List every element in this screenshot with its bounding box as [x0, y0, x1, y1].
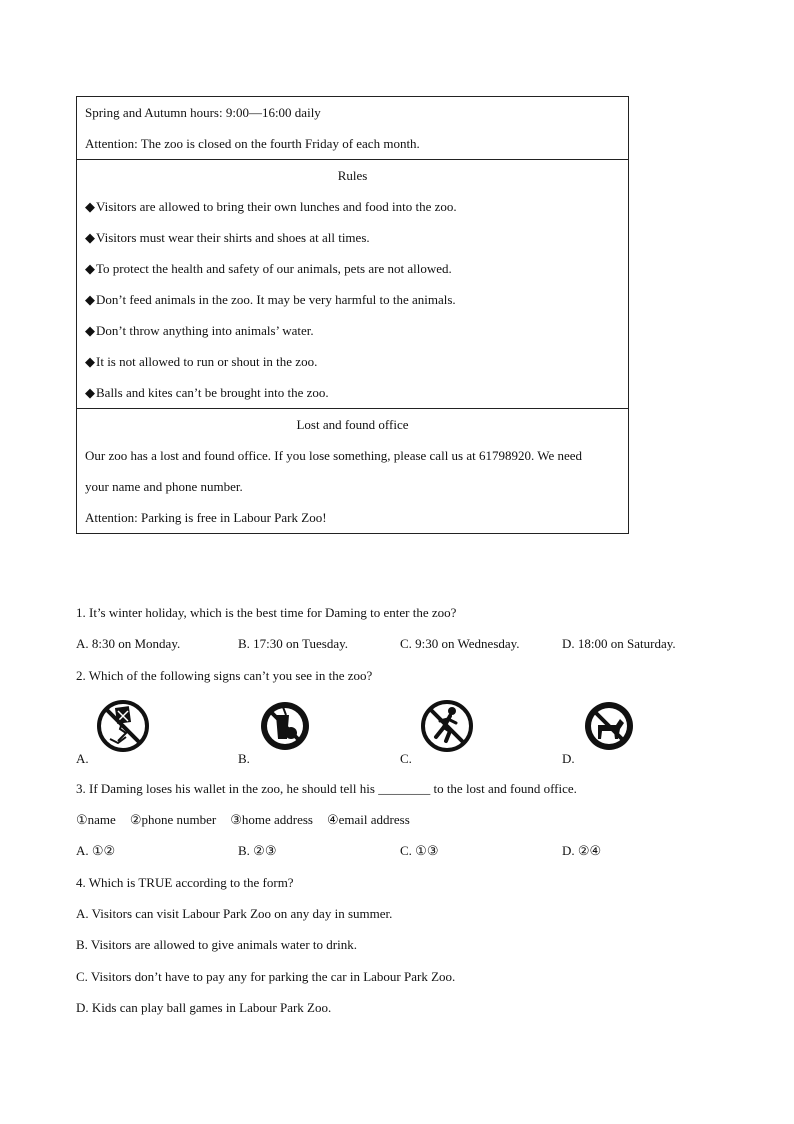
- option-c: [400, 691, 560, 773]
- option-label: A.: [76, 750, 89, 766]
- zoo-info-table: [76, 96, 629, 534]
- option-c: C. Visitors don’t have to pay any for parking the car in Labour Park Zoo.: [76, 968, 456, 984]
- option-a: A. ①②: [76, 843, 116, 859]
- item-email: ④email address: [326, 812, 410, 828]
- option-label: B.: [238, 750, 250, 766]
- rule-item: ◆ To protect the health and safety of our animals, pets are not allowed.: [85, 253, 620, 284]
- question-3: 3. If Daming loses his wallet in the zoo, he should tell his ________ to the lost and found office.: [76, 780, 577, 796]
- item-phone: ②phone number: [129, 812, 217, 828]
- option-d: D. Kids can play ball games in Labour Park Zoo.: [76, 999, 332, 1015]
- question-2-signs: [76, 691, 736, 773]
- question-2: 2. Which of the following signs can’t you see in the zoo?: [76, 667, 373, 683]
- rule-item: ◆ Balls and kites can’t be brought into the zoo.: [85, 377, 620, 408]
- rules-heading: Rules: [337, 168, 368, 183]
- rule-item: ◆ Don’t feed animals in the zoo. It may be very harmful to the animals.: [85, 284, 620, 315]
- question-1: 1. It’s winter holiday, which is the best time for Daming to enter the zoo?: [76, 605, 457, 620]
- no-pets-icon: [582, 697, 636, 755]
- hours-attention: Attention: The zoo is closed on the fourth Friday of each month.: [85, 136, 420, 151]
- option-d: D. ②④: [562, 843, 602, 859]
- rule-item: ◆ It is not allowed to run or shout in the zoo.: [85, 346, 620, 377]
- questions: [76, 597, 736, 1023]
- no-running-icon: [420, 697, 474, 755]
- option-b: [238, 691, 398, 773]
- lost-found-text: Our zoo has a lost and found office. If you lose something, please call us at 61798920. We need: [85, 448, 583, 463]
- option-a: [76, 691, 236, 773]
- rules-section: [77, 160, 628, 409]
- option-d: D. 18:00 on Saturday.: [562, 636, 676, 652]
- item-name: ①name: [76, 812, 116, 828]
- option-d: [562, 691, 722, 773]
- option-a: A. Visitors can visit Labour Park Zoo on any day in summer.: [76, 906, 393, 922]
- option-label: D.: [562, 750, 575, 766]
- question-4: 4. Which is TRUE according to the form?: [76, 874, 294, 890]
- question-3-items: [76, 804, 736, 835]
- rule-item: ◆ Don’t throw anything into animals’ water.: [85, 315, 620, 346]
- question-1-options: [76, 628, 736, 659]
- option-b: B. ②③: [238, 843, 277, 859]
- lost-found-text: your name and phone number.: [85, 479, 243, 494]
- option-label: C.: [400, 750, 412, 766]
- option-b: B. 17:30 on Tuesday.: [238, 636, 349, 652]
- item-home-address: ③home address: [230, 812, 313, 828]
- option-a: A. 8:30 on Monday.: [76, 636, 181, 652]
- hours-section: [77, 97, 628, 160]
- option-c: C. ①③: [400, 843, 439, 859]
- lost-found-section: [77, 409, 628, 533]
- rule-item: ◆ Visitors must wear their shirts and shoes at all times.: [85, 222, 620, 253]
- question-3-options: [76, 835, 736, 866]
- lost-found-heading: Lost and found office: [296, 417, 409, 432]
- parking-attention: Attention: Parking is free in Labour Park Zoo!: [85, 510, 327, 525]
- no-kites-icon: [96, 697, 150, 755]
- hours-text: Spring and Autumn hours: 9:00—16:00 daily: [85, 105, 321, 120]
- option-b: B. Visitors are allowed to give animals water to drink.: [76, 937, 357, 953]
- no-food-icon: [258, 697, 312, 755]
- option-c: C. 9:30 on Wednesday.: [400, 636, 520, 652]
- rule-item: ◆ Visitors are allowed to bring their own lunches and food into the zoo.: [85, 191, 620, 222]
